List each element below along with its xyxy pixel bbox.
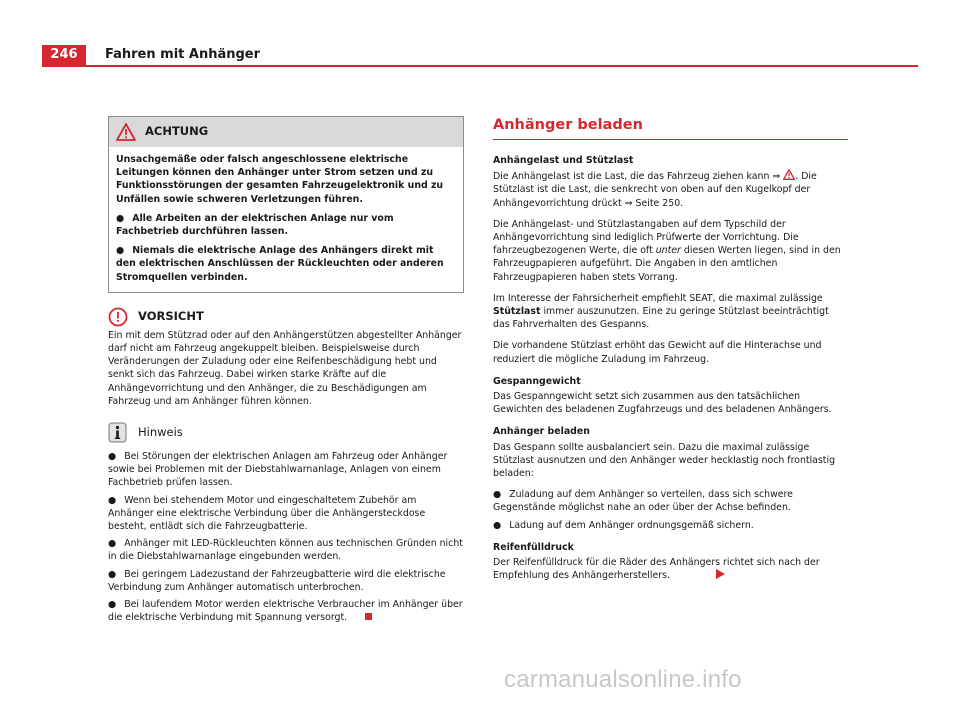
paragraph: Die vorhandene Stützlast erhöht das Gewicht auf die Hinterachse und reduziert die mögliche Zuladung im Fahrzeug. <box>493 340 822 365</box>
caution-text: Ein mit dem Stützrad oder auf den Anhängerstützen abgestellter Anhänger darf nicht am Fahrzeug angekuppelt bleiben. Beispielsweise durch Veränderungen der Zuladung oder eine Reifenbeschädigung hebt und senkt sich das Fahrzeug. Dabei wirken starke Kräfte auf die Anhängevorrichtung und den Anhänger, die zu Beschädigungen am Fahrzeug und am Anhänger führen können. <box>108 329 462 407</box>
list-item: ● Zuladung auf dem Anhänger so verteilen, dass sich schwere Gegenstände möglichst nahe an oder über der Achse befinden. <box>493 489 793 514</box>
section-rule <box>493 139 848 140</box>
warning-body <box>109 147 463 292</box>
paragraph: Die Anhängelast ist die Last, die das Fahrzeug ziehen kann ⇒ . Die Stützlast ist die Last, die senkrecht von oben auf den Kugelkopf der Anhängevorrichtung drückt ⇒ Seite 250. <box>493 171 817 209</box>
watermark: carmanualsonline.info <box>504 666 742 693</box>
subheading: Gespanngewicht <box>493 375 581 387</box>
hint-header <box>108 422 464 444</box>
paragraph: Das Gespanngewicht setzt sich zusammen aus den tatsächlichen Gewichten des beladenen Zugfahrzeugs und des beladenen Anhängers. <box>493 391 832 416</box>
hint-bullet: ● Bei Störungen der elektrischen Anlagen am Fahrzeug oder Anhänger sowie bei Problemen mit der Diebstahlwarnanlage, Anlagen von einem Fachbetrieb prüfen lassen. <box>108 451 448 489</box>
warning-box <box>108 116 464 293</box>
warning-bullet: ● Alle Arbeiten an der elektrischen Anlage nur vom Fachbetrieb durchführen lassen. <box>116 212 394 238</box>
subheading: Anhängelast und Stützlast <box>493 155 634 166</box>
hint-title: Hinweis <box>138 425 183 440</box>
section-end-marker <box>365 613 372 620</box>
page-number: 246 <box>42 45 86 65</box>
warning-triangle-icon <box>116 123 136 141</box>
hint-bullet: ● Anhänger mit LED-Rückleuchten können aus technischen Gründen nicht in die Diebstahlwarnanlage eingebunden werden. <box>108 538 463 563</box>
warning-bullet: ● Niemals die elektrische Anlage des Anhängers direkt mit den elektrischen Anschlüssen der Rückleuchten oder anderen Stromquellen verbinden. <box>116 245 444 283</box>
section-title: Anhänger beladen <box>493 117 643 133</box>
caution-title: VORSICHT <box>138 309 204 324</box>
right-column <box>493 116 848 590</box>
running-header-title: Fahren mit Anhänger <box>105 47 261 62</box>
info-icon <box>108 422 128 444</box>
paragraph: Im Interesse der Fahrsicherheit empfiehlt SEAT, die maximal zulässige Stützlast immer auszunutzen. Eine zu geringe Stützlast beeinträchtigt das Fahrverhalten des Gespanns. <box>493 292 829 331</box>
left-column <box>108 116 464 624</box>
hint-bullet: ● Wenn bei stehendem Motor und eingeschaltetem Zubehör am Anhänger eine elektrische Verbindung über die Anhängersteckdose besteht, entlädt sich die Fahrzeugbatterie. <box>108 494 426 533</box>
continue-arrow-icon[interactable] <box>716 569 725 579</box>
caution-icon <box>108 307 128 327</box>
subheading: Anhänger beladen <box>493 426 590 438</box>
list-item: ● Ladung auf dem Anhänger ordnungsgemäß sichern. <box>493 519 754 531</box>
warning-header <box>109 117 463 147</box>
caution-header <box>108 307 464 327</box>
paragraph: Der Reifenfülldruck für die Räder des Anhängers richtet sich nach der Empfehlung des Anhängerherstellers. <box>493 557 820 582</box>
warning-triangle-icon[interactable] <box>783 169 795 180</box>
subheading: Reifenfülldruck <box>493 541 574 553</box>
paragraph: Das Gespann sollte ausbalanciert sein. Dazu die maximal zulässige Stützlast ausnutzen und den Anhänger weder hecklastig noch frontlastig beladen: <box>493 441 836 480</box>
hint-bullet: ● Bei laufendem Motor werden elektrische Verbraucher im Anhänger über die elektrische Verbindung mit Spannung versorgt. <box>108 599 463 624</box>
warning-intro: Unsachgemäße oder falsch angeschlossene elektrische Leitungen können den Anhänger unter Strom setzen und zu Funktionsstörungen der gesamten Fahrzeugelektronik und zu Unfällen sowie schweren Verletzungen führen. <box>116 154 444 205</box>
header-rule <box>42 65 918 67</box>
warning-title: ACHTUNG <box>145 124 209 139</box>
paragraph: Die Anhängelast- und Stützlastangaben auf dem Typschild der Anhängevorrichtung sind lediglich Prüfwerte der Vorrichtung. Die fahrzeugbezogenen Werte, die oft unter diesen Werten liegen, sind in den Fahrzeugpapieren aufgeführt. Die Angaben in den amtlichen Fahrzeugpapieren haben stets Vorrang. <box>493 218 841 283</box>
hint-bullet: ● Bei geringem Ladezustand der Fahrzeugbatterie wird die elektrische Verbindung zum Anhänger automatisch unterbrochen. <box>108 568 446 593</box>
